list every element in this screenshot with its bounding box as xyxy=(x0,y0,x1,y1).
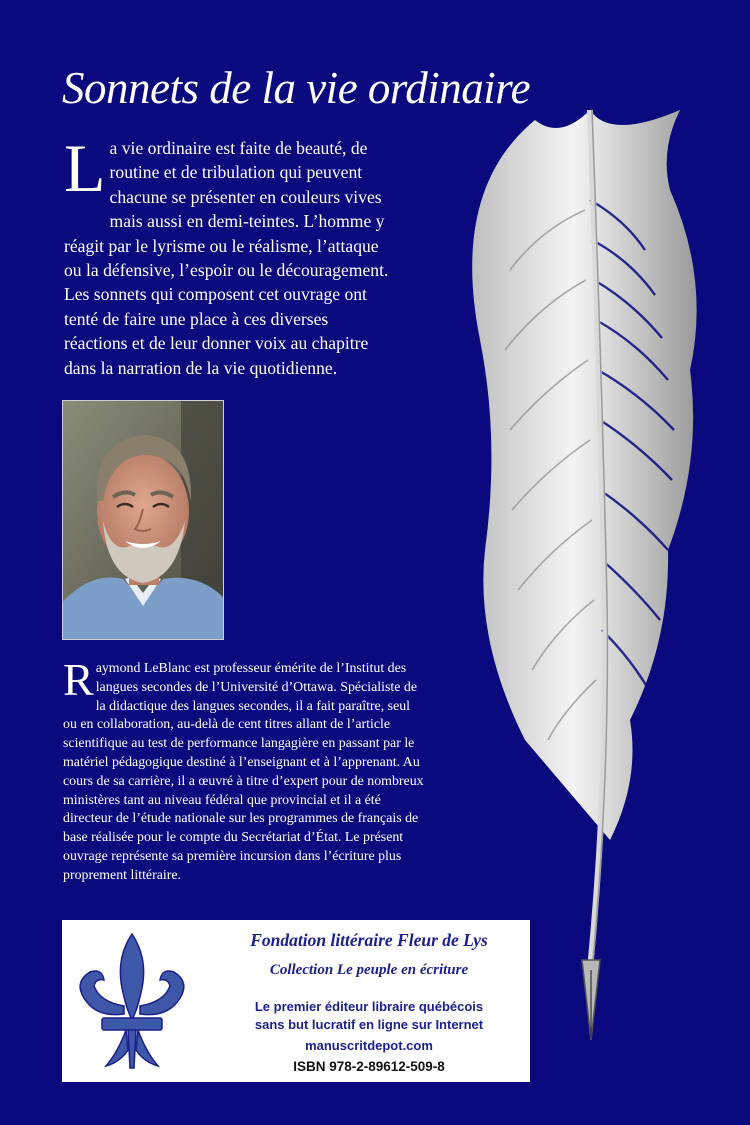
description-dropcap: L xyxy=(64,130,106,206)
biography-dropcap: R xyxy=(63,654,94,705)
biography-text: aymond LeBlanc est professeur émérite de l’Institut des langues secondes de l’Université d’Ottawa. Spécialiste de la didactique des langues secondes, il a fait paraître, seul ou en collaboration, au-delà de cent titres allant de l’article scientifique au test de performance langagière en passant par le matériel pédagogique destiné à l’enseignant et à l’apprenant. Au cours de sa carrière, il a œuvré à titre d’expert pour de nombreux ministères tant au niveau fédéral que provincial et il a été directeur de l’étude nationale sur les programmes de français de base réalisée pour le compte du Secrétariat d’État. Le présent ouvrage représente sa première incursion dans l’écriture plus proprement littéraire. xyxy=(63,661,424,883)
author-portrait-illustration xyxy=(63,401,223,639)
author-photo xyxy=(62,400,224,640)
publisher-name: Fondation littéraire Fleur de Lys xyxy=(250,930,488,950)
tagline-line-1: Le premier éditeur libraire québécois xyxy=(254,999,484,1014)
book-description xyxy=(64,130,396,380)
author-biography xyxy=(63,654,425,886)
tagline-line-2: sans but lucratif en ligne sur Internet xyxy=(254,1017,484,1032)
publisher-box xyxy=(62,920,530,1082)
book-title: Sonnets de la vie ordinaire xyxy=(62,63,531,113)
collection-name: Collection Le peuple en écriture xyxy=(269,962,469,978)
description-text: a vie ordinaire est faite de beauté, de routine et de tribulation qui peuvent chacune se présenter en couleurs vives mais aussi en demi-teintes. L’homme y réagit par le lyrisme ou le réalisme, l’attaque ou la défensive, l’espoir ou le découragement. Les sonnets qui composent cet ouvrage ont tenté de faire une place à ces diverses réactions et de leur donner voix au chapitre dans la narration de la vie quotidienne. xyxy=(64,138,389,378)
publisher-website: manuscritdepot.com xyxy=(305,1038,433,1053)
isbn-number: ISBN 978-2-89612-509-8 xyxy=(293,1059,445,1074)
publisher-tagline xyxy=(212,998,526,1034)
fleur-de-lys-icon xyxy=(66,928,198,1076)
